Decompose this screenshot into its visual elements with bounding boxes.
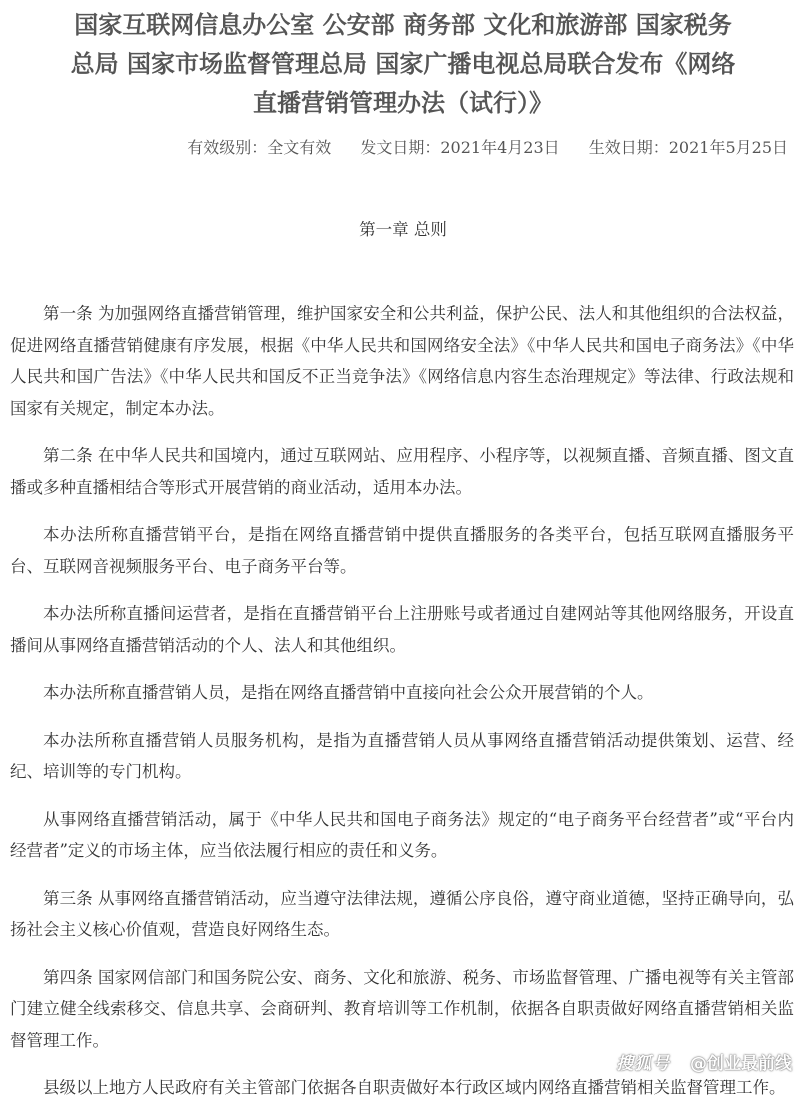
watermark-account: @创业最前线 [690, 1054, 792, 1074]
definition-service-agency: 本办法所称直播营销人员服务机构，是指为直播营销人员从事网络直播营销活动提供策划、运营、经纪、培训等的专门机构。 [10, 730, 794, 781]
issue-date: 发文日期：2021年4月23日 [360, 138, 560, 157]
definition-room-operator: 本办法所称直播间运营者，是指在直播营销平台上注册账号或者通过自建网站等其他网络服务，开设直播间从事网络直播营销活动的个人、法人和其他组织。 [10, 604, 794, 655]
article-4: 第四条 国家网信部门和国务院公安、商务、文化和旅游、税务、市场监督管理、广播电视等有关主管部门建立健全线索移交、信息共享、会商研判、教育培训等工作机制，依据各自职责做好网络直播营销相关监督管理工作。 [10, 967, 794, 1050]
definition-platform: 本办法所称直播营销平台，是指在网络直播营销中提供直播服务的各类平台，包括互联网直播服务平台、互联网音视频服务平台、电子商务平台等。 [10, 525, 794, 576]
validity-level: 有效级别：全文有效 [187, 138, 332, 157]
document-body [10, 298, 794, 1120]
article-1: 第一条 为加强网络直播营销管理，维护国家安全和公共利益，保护公民、法人和其他组织的合法权益，促进网络直播营销健康有序发展，根据《中华人民共和国网络安全法》《中华人民共和国电子商务法》《中华人民共和国广告法》《中华人民共和国反不正当竞争法》《网络信息内容生态治理规定》等法律、行政法规和国家有关规定，制定本办法。 [10, 304, 794, 418]
title-line-2: 总局 国家市场监督管理总局 国家广播电视总局联合发布《网络 [70, 50, 736, 78]
definition-marketing-staff: 本办法所称直播营销人员，是指在网络直播营销中直接向社会公众开展营销的个人。 [43, 683, 654, 702]
article-2: 第二条 在中华人民共和国境内，通过互联网站、应用程序、小程序等，以视频直播、音频直播、图文直播或多种直播相结合等形式开展营销的商业活动，适用本办法。 [10, 446, 794, 497]
page-title [0, 6, 806, 123]
document-meta [187, 136, 788, 160]
watermark [616, 1049, 792, 1074]
local-government-paragraph: 县级以上地方人民政府有关主管部门依据各自职责做好本行政区域内网络直播营销相关监督管理工作。 [43, 1078, 786, 1097]
sohu-logo-text: 搜狐号 [616, 1054, 671, 1074]
title-line-3: 直播营销管理办法（试行）》 [253, 89, 553, 117]
article-3: 第三条 从事网络直播营销活动，应当遵守法律法规，遵循公序良俗，遵守商业道德，坚持正确导向，弘扬社会主义核心价值观，营造良好网络生态。 [10, 888, 794, 939]
chapter-title: 第一章 总则 [359, 220, 447, 239]
market-subject-paragraph: 从事网络直播营销活动，属于《中华人民共和国电子商务法》规定的“电子商务平台经营者”或“平台内经营者”定义的市场主体，应当依法履行相应的责任和义务。 [10, 809, 794, 860]
title-line-1: 国家互联网信息办公室 公安部 商务部 文化和旅游部 国家税务 [74, 11, 732, 39]
effective-date: 生效日期：2021年5月25日 [588, 138, 788, 157]
